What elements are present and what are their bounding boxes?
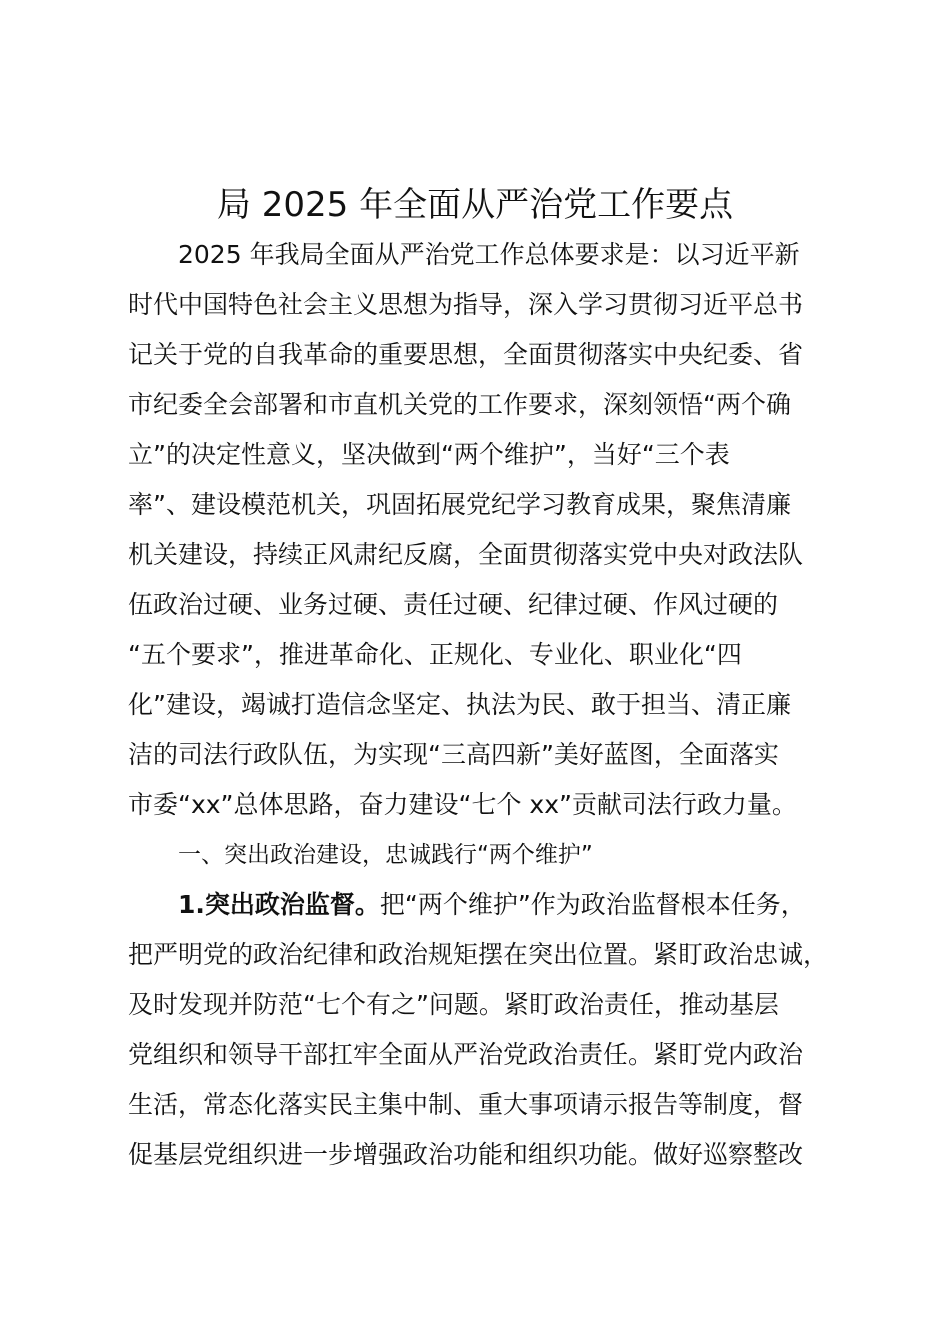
item-one-line-3: 及时发现并防范“七个有之”问题。紧盯政治责任，推动基层 [128, 990, 779, 1019]
item-one-line-2: 把严明党的政治纪律和政治规矩摆在突出位置。紧盯政治忠诚， [128, 940, 829, 969]
intro-line-5: 立”的决定性意义，坚决做到“两个维护”，当好“三个表 [128, 440, 730, 469]
intro-line-4: 市纪委全会部署和市直机关党的工作要求，深刻领悟“两个确 [128, 390, 791, 419]
item-one-label: 1.突出政治监督。 [178, 890, 380, 919]
document-title: 局 2025 年全面从严治党工作要点 [216, 185, 734, 225]
intro-line-3: 记关于党的自我革命的重要思想，全面贯彻落实中央纪委、省 [128, 340, 804, 369]
section-one-heading: 一、突出政治建设，忠诚践行“两个维护” [178, 842, 593, 868]
document-body [128, 230, 848, 1180]
intro-line-12: 市委“xx”总体思路，奋力建设“七个 xx”贡献司法行政力量。 [128, 790, 797, 819]
item-one-line-6: 促基层党组织进一步增强政治功能和组织功能。做好巡察整改 [128, 1140, 804, 1169]
intro-line-7: 机关建设，持续正风肃纪反腐，全面贯彻落实党中央对政法队 [128, 540, 804, 569]
intro-line-8: 伍政治过硬、业务过硬、责任过硬、纪律过硬、作风过硬的 [128, 590, 779, 619]
intro-line-6: 率”、建设模范机关，巩固拓展党纪学习教育成果，聚焦清廉 [128, 490, 791, 519]
intro-line-11: 洁的司法行政队伍，为实现“三高四新”美好蓝图，全面落实 [128, 740, 779, 769]
intro-line-10: 化”建设，竭诚打造信念坚定、执法为民、敢于担当、清正廉 [128, 690, 791, 719]
item-one-line-4: 党组织和领导干部扛牢全面从严治党政治责任。紧盯党内政治 [128, 1040, 804, 1069]
intro-line-1: 2025 年我局全面从严治党工作总体要求是：以习近平新 [178, 240, 800, 269]
item-one-first-line [128, 880, 848, 930]
item-one-line-5: 生活，常态化落实民主集中制、重大事项请示报告等制度，督 [128, 1090, 804, 1119]
item-one-first-line-text: 把“两个维护”作为政治监督根本任务， [379, 890, 806, 919]
intro-line-2: 时代中国特色社会主义思想为指导，深入学习贯彻习近平总书 [128, 290, 804, 319]
intro-line-9: “五个要求”，推进革命化、正规化、专业化、职业化“四 [128, 640, 742, 669]
